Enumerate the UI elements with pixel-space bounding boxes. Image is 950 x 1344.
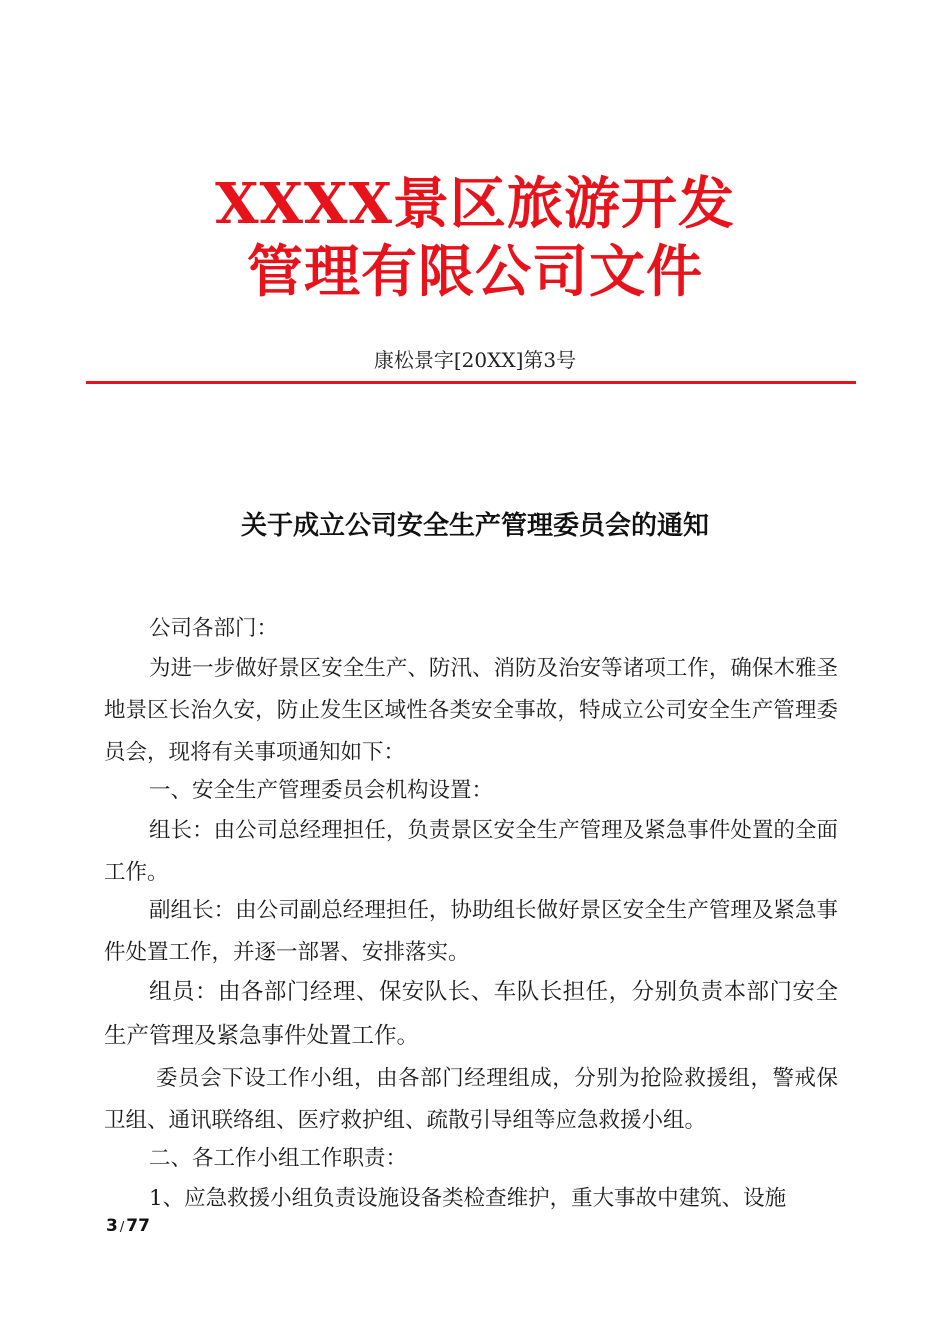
members-paragraph: 组员：由各部门经理、保安队长、车队长担任，分别负责本部门安全生产管理及紧急事件处置工作。: [104, 979, 838, 1049]
deputy-leader-paragraph: 副组长：由公司副总经理担任，协助组长做好景区安全生产管理及紧急事件处置工作，并逐一部署、安排落实。: [104, 898, 838, 965]
page-separator: /: [119, 1220, 125, 1235]
notice-title: 关于成立公司安全生产管理委员会的通知: [240, 511, 709, 541]
committee-paragraph: 委员会下设工作小组，由各部门经理组成，分别为抢险救援组，警戒保卫组、通讯联络组、医疗救护组、疏散引导组等应急救援小组。: [104, 1066, 838, 1133]
section-1-heading: 一、安全生产管理委员会机构设置：: [149, 778, 494, 803]
salutation: 公司各部门：: [149, 616, 279, 641]
section-2-heading: 二、各工作小组工作职责：: [149, 1146, 408, 1171]
page-number: [106, 1216, 150, 1236]
red-header-title-line-1: XXXX景区旅游开发: [215, 171, 735, 237]
red-header-title-line-2: 管理有限公司文件: [247, 239, 703, 305]
item-1-paragraph: 1、应急救援小组负责设施设备类检查维护，重大事故中建筑、设施: [149, 1186, 787, 1211]
current-page: 3: [106, 1216, 118, 1236]
red-divider-line: [86, 381, 856, 384]
total-pages: 77: [126, 1216, 150, 1236]
leader-paragraph: 组长：由公司总经理担任，负责景区安全生产管理及紧急事件处置的全面工作。: [104, 818, 838, 885]
document-number: 康松景字[20XX]第3号: [373, 348, 577, 372]
intro-paragraph: 为进一步做好景区安全生产、防汛、消防及治安等诸项工作，确保木雅圣地景区长治久安，防止发生区域性各类安全事故，特成立公司安全生产管理委员会，现将有关事项通知如下：: [104, 656, 838, 765]
